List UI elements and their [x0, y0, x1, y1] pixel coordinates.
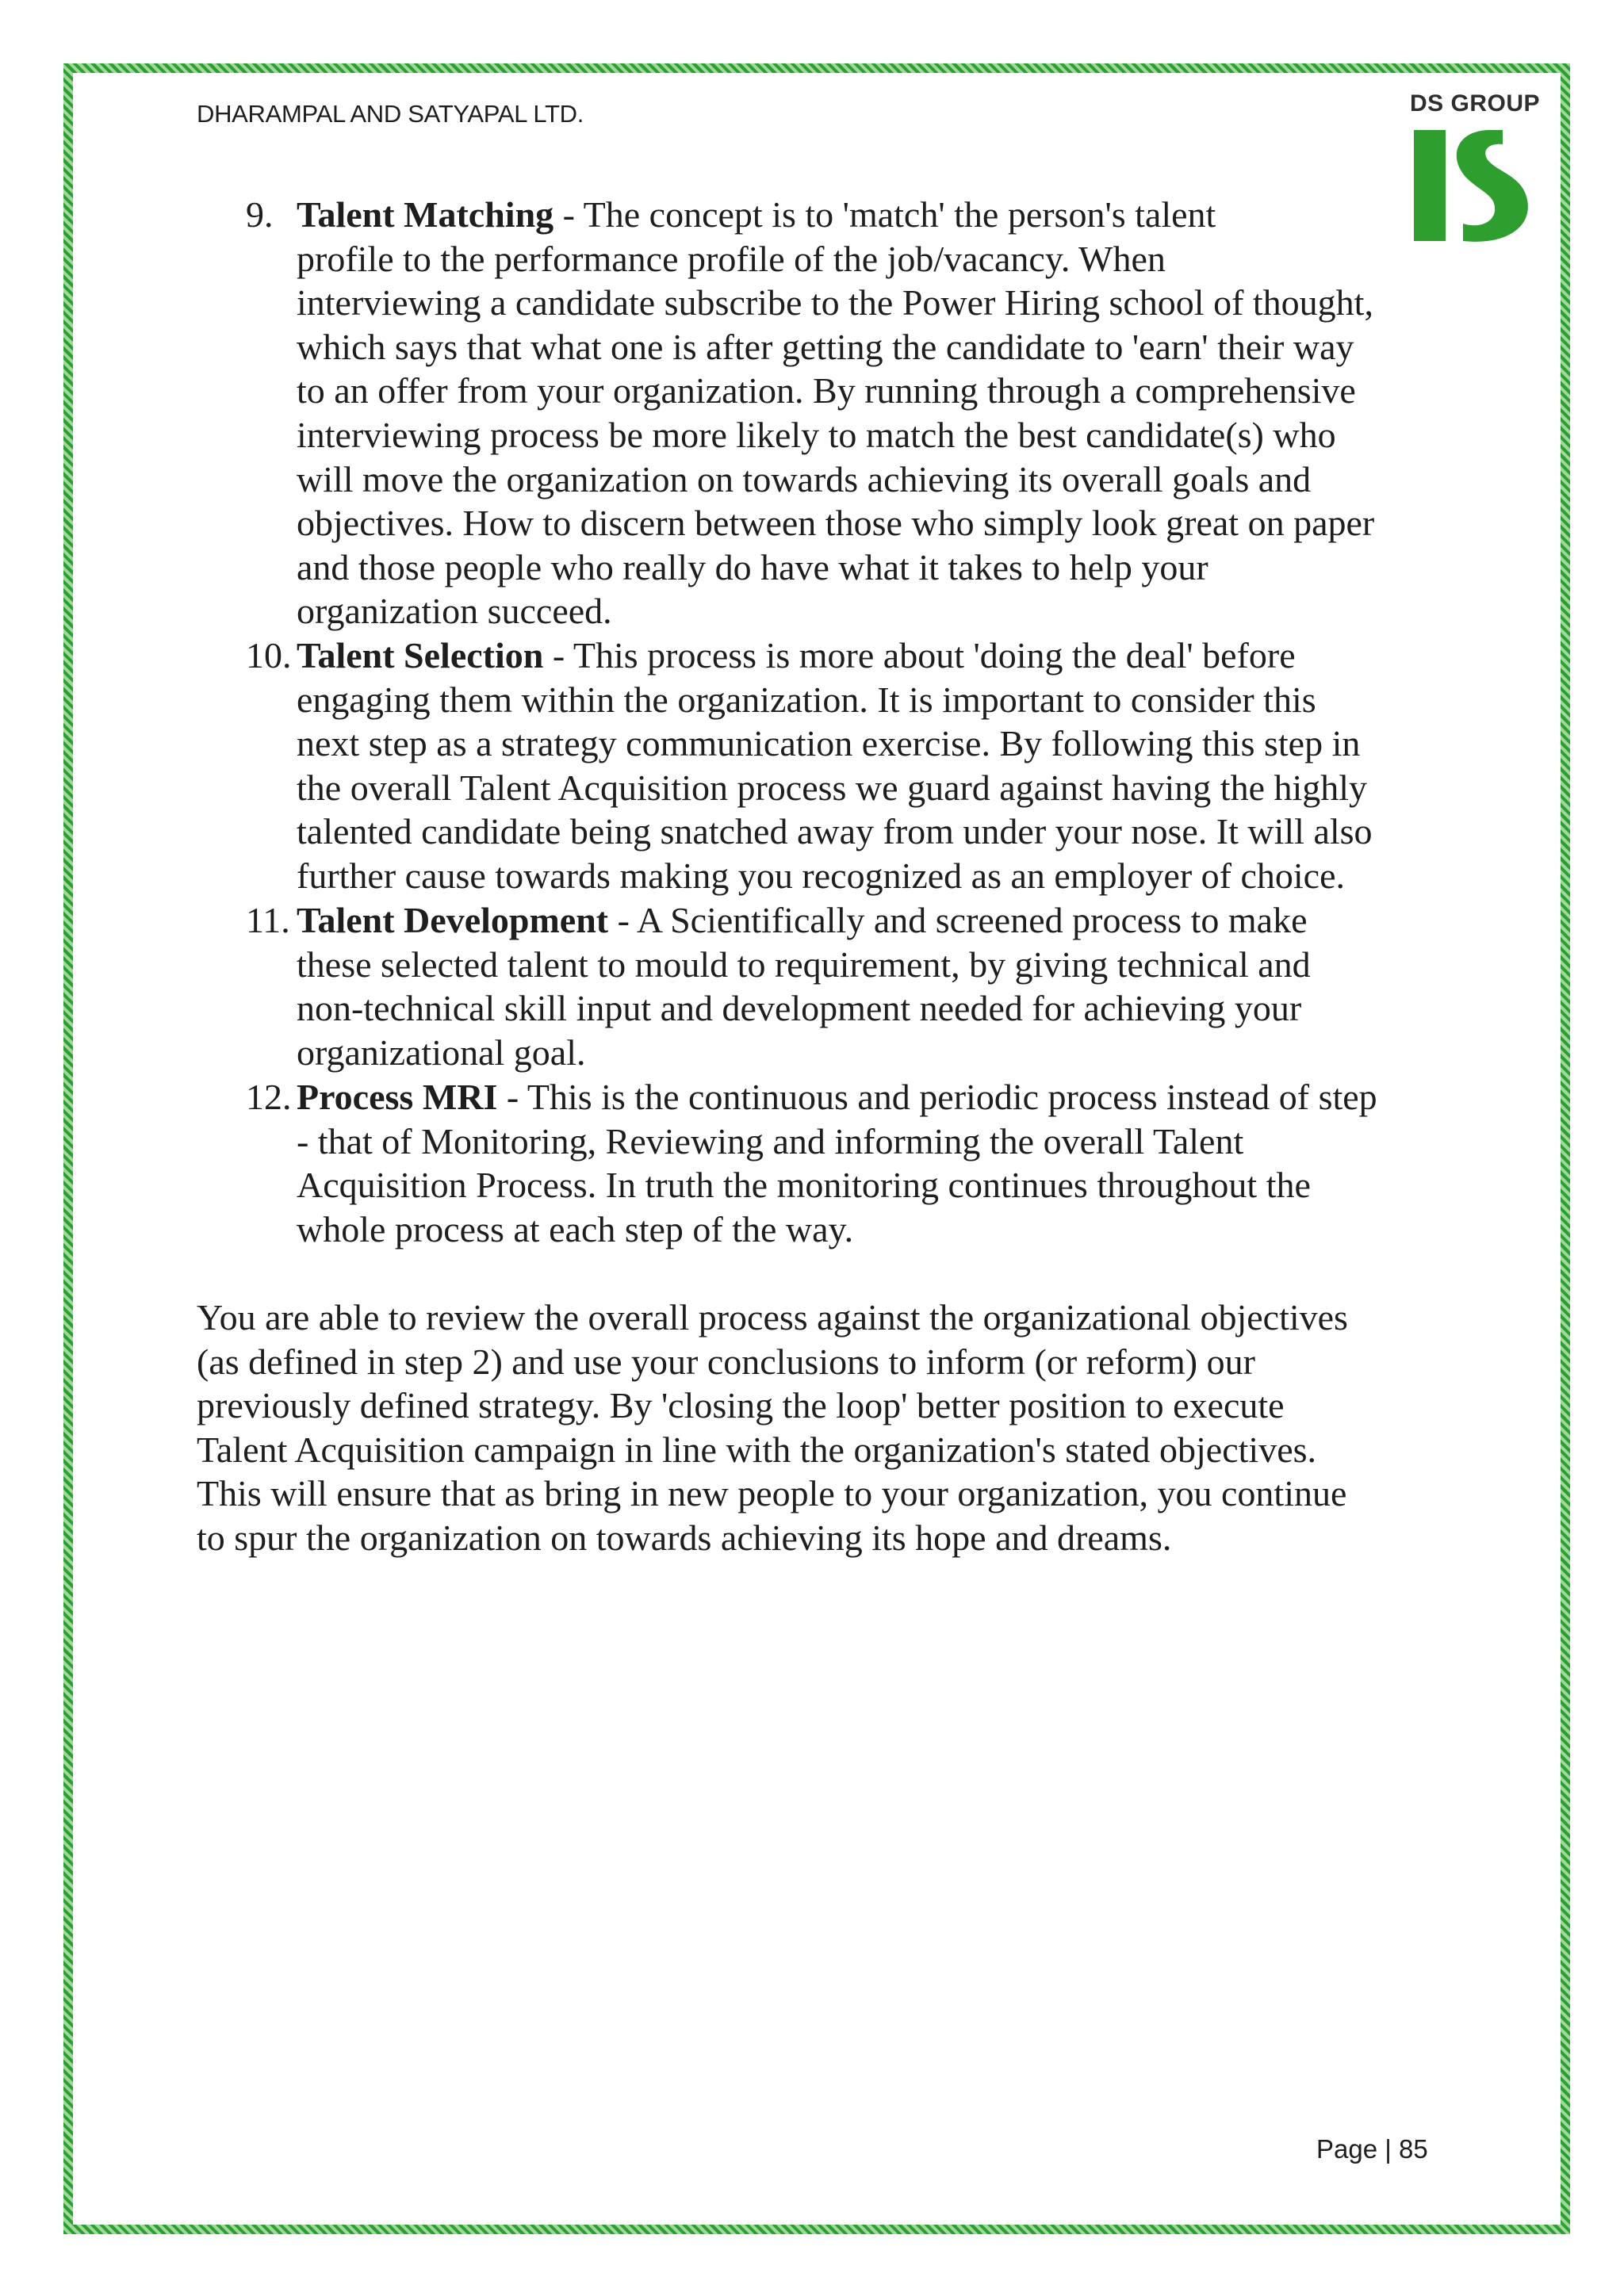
- paragraph-line: You are able to review the overall process against the organizational objectives: [197, 1297, 1348, 1337]
- list-item-number: 9.: [246, 194, 274, 235]
- list-item-text: [297, 898, 1486, 1074]
- list-item-line: these selected talent to mould to requirement, by giving technical and: [297, 943, 1311, 985]
- list-item-line: whole process at each step of the way.: [297, 1208, 854, 1249]
- list-item-line: further cause towards making you recognized as an employer of choice.: [297, 855, 1345, 896]
- page-number: Page | 85: [1316, 2134, 1428, 2164]
- list-item-title: Talent Selection: [297, 635, 544, 675]
- paragraph-line: (as defined in step 2) and use your conclusions to inform (or reform) our: [197, 1341, 1255, 1382]
- list-item-line: - The concept is to 'match' the person's talent: [553, 194, 1216, 235]
- list-item-line: - This is the continuous and periodic process instead of step: [497, 1077, 1377, 1117]
- list-item-line: talented candidate being snatched away from under your nose. It will also: [297, 811, 1373, 852]
- list-item-line: to an offer from your organization. By running through a comprehensive: [297, 370, 1356, 411]
- list-item-line: - A Scientifically and screened process to make: [608, 900, 1308, 940]
- list-item-line: organizational goal.: [297, 1031, 586, 1073]
- list-item-first-line: [297, 633, 1486, 678]
- list-item-line: will move the organization on towards achieving its overall goals and: [297, 458, 1312, 499]
- list-item-first-line: [297, 1075, 1486, 1119]
- paragraph-line: This will ensure that as bring in new people to your organization, you continue: [197, 1473, 1347, 1514]
- logo-text: DS GROUP: [1409, 90, 1541, 117]
- list-item-line: the overall Talent Acquisition process we guard against having the highly: [297, 767, 1368, 808]
- list-item-number: 12.: [246, 1077, 292, 1117]
- paragraph-line: Talent Acquisition campaign in line with the organization's stated objectives.: [197, 1429, 1317, 1470]
- list-item-text: [297, 1075, 1486, 1251]
- list-item-line: objectives. How to discern between those who simply look great on paper: [297, 503, 1375, 544]
- list-item-line: - that of Monitoring, Reviewing and informing the overall Talent: [297, 1120, 1244, 1161]
- list-item-line: - This process is more about 'doing the deal' before: [543, 635, 1296, 675]
- list-item-line: organization succeed.: [297, 591, 612, 632]
- list-item-line: non-technical skill input and development needed for achieving your: [297, 988, 1302, 1029]
- list-item-number: 10.: [246, 635, 292, 675]
- list-item-line: engaging them within the organization. It is important to consider this: [297, 679, 1316, 720]
- list-item-text: [297, 193, 1486, 633]
- list-item-title: Process MRI: [297, 1077, 498, 1117]
- list-item-line: which says that what one is after getting the candidate to 'earn' their way: [297, 326, 1354, 367]
- list-item-title: Talent Development: [297, 900, 609, 940]
- list-item-line: next step as a strategy communication exercise. By following this step in: [297, 723, 1361, 764]
- list-item-line: profile to the performance profile of the job/vacancy. When: [297, 238, 1166, 279]
- list-item-line: Acquisition Process. In truth the monitoring continues throughout the: [297, 1165, 1311, 1206]
- list-item-line: interviewing process be more likely to match the best candidate(s) who: [297, 414, 1336, 455]
- list-item-line: and those people who really do have what it takes to help your: [297, 546, 1208, 587]
- list-item-line: interviewing a candidate subscribe to the Power Hiring school of thought,: [297, 282, 1373, 323]
- list-item-number: 11.: [246, 900, 290, 940]
- list-item-text: [297, 633, 1486, 898]
- header-company-name: DHARAMPAL AND SATYAPAL LTD.: [197, 100, 584, 128]
- paragraph-line: to spur the organization on towards achieving its hope and dreams.: [197, 1517, 1172, 1558]
- list-item-first-line: [297, 193, 1486, 237]
- closing-paragraph: [197, 1295, 1481, 1560]
- list-item-title: Talent Matching: [297, 194, 554, 235]
- paragraph-line: previously defined strategy. By 'closing the loop' better position to execute: [197, 1385, 1285, 1426]
- list-item-first-line: [297, 898, 1486, 943]
